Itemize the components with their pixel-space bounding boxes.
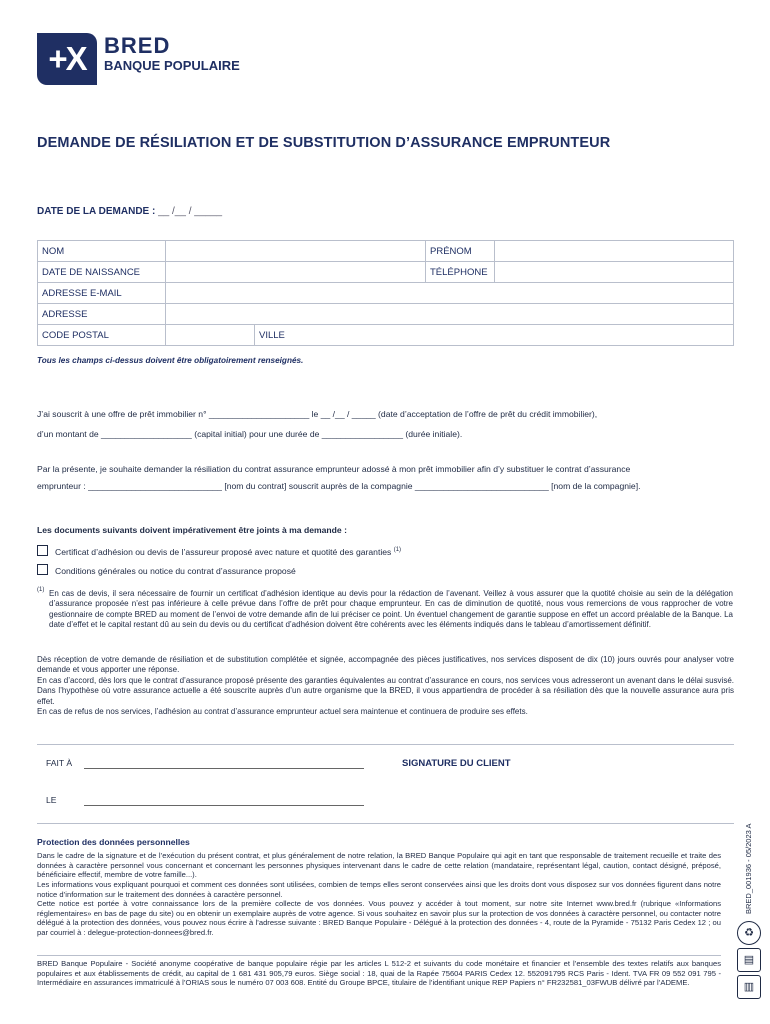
le-line[interactable] [84,805,364,806]
field-ville[interactable] [255,325,734,346]
document-item-1-label: Certificat d’adhésion ou devis de l’assureur proposé avec nature et quotité des garanties [55,547,392,557]
field-adresse[interactable] [166,304,734,325]
label-date-naissance: DATE DE NAISSANCE [38,262,166,283]
process-text [37,655,734,717]
request-line-2[interactable]: emprunteur : ____________________________ [nom du contrat] souscrit auprès de la compagnie ____________________________ [nom de la compagnie]. [37,481,641,491]
label-nom: NOM [38,241,166,262]
request-line-1: Par la présente, je souhaite demander la résiliation du contrat assurance emprunteur adossé à mon prêt immobilier afin d’y substituer le contrat d’assurance [37,464,631,474]
request-date-label: DATE DE LA DEMANDE : [37,206,156,217]
signature-label: SIGNATURE DU CLIENT [402,758,511,769]
le-label: LE [46,795,57,805]
field-nom[interactable] [166,241,426,262]
checkbox-conditions[interactable] [37,564,48,575]
footnote-text: En cas de devis, il sera nécessaire de fournir un certificat d’adhésion identique au devis pour la rédaction de l’avenant. Veillez à vous assurer que la quotité choisie au sein de la délégation d’assurance proposée n’est pas inférieure à celle prévue dans l’offre de prêt pour chaque emprunteur. En cas de diminution de quotité, nous vous remercions de vous rapprocher de votre gestionnaire de compte BRED au moment de l’envoi de votre demande afin de lui préciser ce point. Un éventuel changement de garantie suppose en effet un accord préalable de la Banque. La date d’effet et le capital restant dû au sein du devis ou du certificat d’adhésion doivent être cohérents avec les éléments indiqués dans le tableau d’amortissement définitif. [49,589,733,630]
document-item-2[interactable] [37,564,296,578]
document-item-2-label: Conditions générales ou notice du contrat d’assurance proposé [55,566,296,576]
loan-line-2[interactable]: d’un montant de ___________________ (capital initial) pour une durée de _________________ (durée initiale). [37,429,463,439]
request-date [37,206,222,217]
footer-legal: BRED Banque Populaire - Société anonyme coopérative de banque populaire régie par les articles L 512-2 et suivants du code monétaire et financier et l’ensemble des textes relatifs aux banques populaires et aux établissements de crédit, au capital de 1 681 431 905,79 euros. Siège social : 18, quai de la Rapée 75604 PARIS Cedex 12. 552091795 RCS Paris - Ident. TVA FR 09 552 091 795 - Intermédiaire en assurances immatriculé à l’ORIAS sous le numéro 07 003 608. Entité du Groupe BPCE, titulaire de l’identifiant unique REP Papiers n° FR232581_03FWUB délivré par l’ADEME. [37,959,721,988]
field-date-naissance[interactable] [166,262,426,283]
request-date-blank[interactable]: __ /__ / _____ [158,206,223,217]
field-telephone[interactable] [495,262,734,283]
field-code-postal[interactable] [166,325,255,346]
loan-line-1[interactable]: J’ai souscrit à une offre de prêt immobilier n° _____________________ le __ /__ / _____ (date d’acceptation de l’offre de prêt du crédit immobilier), [37,409,598,419]
label-ville: VILLE [259,329,285,341]
paper-sort-icon: ▤ [737,948,761,972]
privacy-p2: Les informations vous expliquant pourquoi et comment ces données sont utilisées, combien de temps elles seront conservées ainsi que les droits dont vous disposez sur vos données figurent dans notre notice d’information sur le traitement des données à caractère personnel. [37,879,721,899]
fait-a-label: FAIT À [46,758,73,768]
brand-subtitle: BANQUE POPULAIRE [104,58,240,73]
privacy-text [37,851,721,938]
documents-heading: Les documents suivants doivent impérativement être joints à ma demande : [37,525,347,535]
recycle-icon: ♻ [737,921,761,945]
process-p2: En cas d’accord, dès lors que le contrat d’assurance proposé présente des garanties équivalentes au contrat d’assurance en cours, nos services vous adresseront un avenant dans le délai susvisé. Dans l’hypothèse où votre assurance actuelle a été souscrite auprès d’un autre organisme que la BRED, il vous appartiendra de procéder à sa résiliation dès que la nouvelle assurance aura pris effet. [37,675,734,706]
checkbox-certificat[interactable] [37,545,48,556]
label-prenom: PRÉNOM [426,241,495,262]
bred-logo-mark: +X [48,40,86,77]
label-adresse: ADRESSE [38,304,166,325]
privacy-p3: Cette notice est portée à votre connaissance lors de la première collecte de vos données. Vous pouvez y accéder à tout moment, sur notre site Internet www.bred.fr (rubrique «Informations réglementaires» en bas de page du site) ou en obtenir un exemplaire auprès de votre agence. Si vous souhaitez en savoir plus sur la protection de vos données à caractère personnel, ou contacter notre délégué à la protection des données, vous pouvez nous écrire à l’adresse suivante : BRED Banque Populaire - Délégué à la protection des données - 4, route de la Pyramide - 75132 Paris Cedex 12 ; ou par courriel à : delegue-protection-donnees@bred.fr. [37,899,721,938]
brand-name: BRED [104,33,171,58]
identity-form [37,240,734,346]
required-fields-note: Tous les champs ci-dessus doivent être obligatoirement renseignés. [37,356,304,365]
label-code-postal: CODE POSTAL [38,325,166,346]
footnote-marker: (1) [37,587,45,593]
document-item-1-sup: (1) [393,547,402,554]
field-adresse-email[interactable] [166,283,734,304]
label-adresse-email: ADRESSE E-MAIL [38,283,166,304]
label-telephone: TÉLÉPHONE [426,262,495,283]
footer-divider [37,955,721,956]
recycling-bin-icon: ▥ [737,975,761,999]
document-reference: BRED_001936 - 05/2023 A [744,823,753,914]
process-p1: Dès réception de votre demande de résiliation et de substitution complétée et signée, accompagnée des pièces justificatives, nos services disposent de dix (10) jours ouvrés pour analyser votre demande et vous apporter une réponse. [37,655,734,675]
privacy-p1: Dans le cadre de la signature et de l’exécution du présent contrat, et plus généralement de notre relation, la BRED Banque Populaire qui agit en tant que responsable de traitement recueille et traite des données à caractère personnel vous concernant et concernant les personnes physiques intervenant dans le cadre de cette relation (mandataire, représentant légal, caution, contact désigné, préposé, bénéficiaire effectif, membre de votre famille...). [37,851,721,880]
privacy-heading: Protection des données personnelles [37,837,190,847]
signature-area[interactable] [400,775,720,820]
document-item-1[interactable] [37,545,401,559]
page-title: DEMANDE DE RÉSILIATION ET DE SUBSTITUTION D’ASSURANCE EMPRUNTEUR [37,135,611,151]
process-p3: En cas de refus de nos services, l’adhésion au contrat d’assurance emprunteur actuel sera maintenue et continuera de produire ses effets. [37,706,528,716]
field-prenom[interactable] [495,241,734,262]
fait-a-line[interactable] [84,768,364,769]
